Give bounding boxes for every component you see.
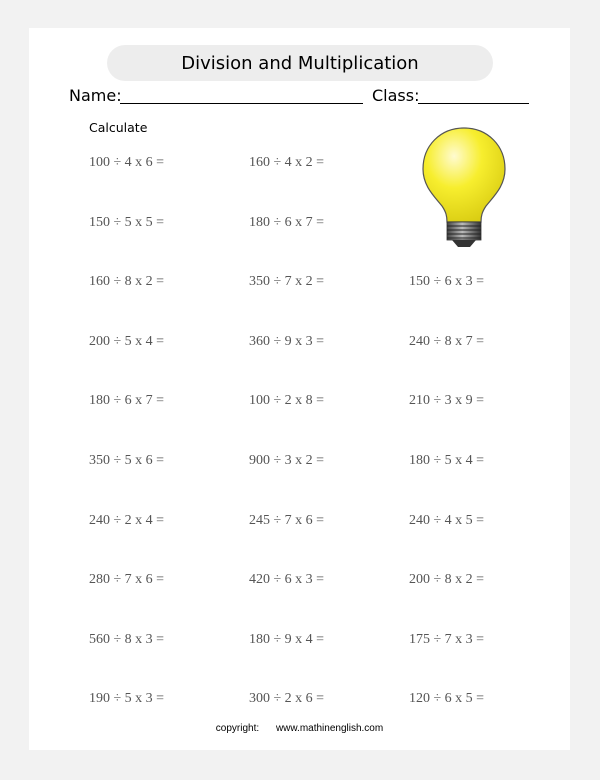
class-blank-line xyxy=(418,103,529,104)
name-label: Name: xyxy=(69,86,122,105)
math-problem: 900 ÷ 3 x 2 = xyxy=(249,453,325,468)
math-problem: 180 ÷ 6 x 7 = xyxy=(249,215,325,230)
math-problem: 560 ÷ 8 x 3 = xyxy=(89,632,165,647)
math-problem: 160 ÷ 4 x 2 = xyxy=(249,155,325,170)
math-problem: 350 ÷ 7 x 2 = xyxy=(249,274,325,289)
math-problem: 420 ÷ 6 x 3 = xyxy=(249,572,325,587)
math-problem: 245 ÷ 7 x 6 = xyxy=(249,513,325,528)
website-text: www.mathinenglish.com xyxy=(275,723,384,734)
worksheet-title: Division and Multiplication xyxy=(107,45,493,81)
math-problem: 150 ÷ 5 x 5 = xyxy=(89,215,165,230)
math-problem: 100 ÷ 4 x 6 = xyxy=(89,155,165,170)
math-problem: 180 ÷ 6 x 7 = xyxy=(89,393,165,408)
math-problem: 300 ÷ 2 x 6 = xyxy=(249,691,325,706)
math-problem: 180 ÷ 5 x 4 = xyxy=(409,453,485,468)
name-blank-line xyxy=(120,103,363,104)
math-problem: 200 ÷ 8 x 2 = xyxy=(409,572,485,587)
math-problem: 240 ÷ 4 x 5 = xyxy=(409,513,485,528)
math-problem: 150 ÷ 6 x 3 = xyxy=(409,274,485,289)
class-label: Class: xyxy=(372,86,420,105)
math-problem: 180 ÷ 9 x 4 = xyxy=(249,632,325,647)
math-problem: 120 ÷ 6 x 5 = xyxy=(409,691,485,706)
math-problem: 190 ÷ 5 x 3 = xyxy=(89,691,165,706)
copyright-label: copyright: xyxy=(215,723,260,734)
math-problem: 240 ÷ 2 x 4 = xyxy=(89,513,165,528)
math-problem: 175 ÷ 7 x 3 = xyxy=(409,632,485,647)
math-problem: 350 ÷ 5 x 6 = xyxy=(89,453,165,468)
math-problem: 160 ÷ 8 x 2 = xyxy=(89,274,165,289)
math-problem: 360 ÷ 9 x 3 = xyxy=(249,334,325,349)
light-bulb-icon xyxy=(420,126,508,250)
worksheet xyxy=(29,28,570,750)
math-problem: 240 ÷ 8 x 7 = xyxy=(409,334,485,349)
math-problem: 100 ÷ 2 x 8 = xyxy=(249,393,325,408)
instruction-text: Calculate xyxy=(89,120,148,135)
math-problem: 210 ÷ 3 x 9 = xyxy=(409,393,485,408)
math-problem: 280 ÷ 7 x 6 = xyxy=(89,572,165,587)
math-problem: 200 ÷ 5 x 4 = xyxy=(89,334,165,349)
copyright-footer xyxy=(29,723,570,734)
